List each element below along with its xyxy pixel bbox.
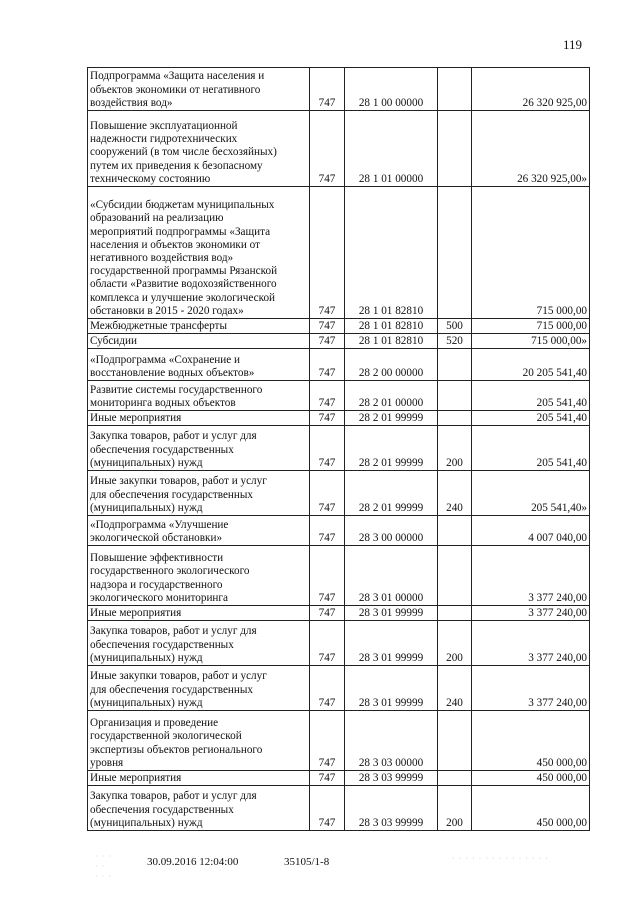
- table-row: [88, 187, 590, 319]
- row-amount: 450 000,00: [472, 771, 590, 786]
- row-expense-type: [438, 516, 472, 546]
- row-amount: 450 000,00: [472, 786, 590, 831]
- row-expense-type: [438, 111, 472, 187]
- faint-stamp-marks: · · · · · · · ·: [95, 852, 112, 881]
- row-department-code: 747: [310, 411, 345, 426]
- table-row: [88, 349, 590, 381]
- row-target-article: 28 2 01 99999: [345, 471, 438, 516]
- row-department-code: 747: [310, 516, 345, 546]
- row-amount: 3 377 240,00: [472, 621, 590, 666]
- row-department-code: 747: [310, 606, 345, 621]
- row-department-code: 747: [310, 334, 345, 349]
- row-name: Повышение эксплуатационной надежности гидротехнических сооружений (в том числе бесхозяйных) путем их приведения к безопасному техническому состоянию: [88, 111, 310, 187]
- page-number: 119: [563, 37, 583, 52]
- table-row: [88, 606, 590, 621]
- row-amount: 205 541,40: [472, 411, 590, 426]
- row-name: «Субсидии бюджетам муниципальных образований на реализацию мероприятий подпрограммы «Защита населения и объектов экономики от негативного воздействия вод» государственной программы Рязанской области «Развитие водохозяйственного комплекса и улучшение экологической обстановки в 2015 - 2020 годах»: [88, 187, 310, 319]
- row-name: Закупка товаров, работ и услуг для обеспечения государственных (муниципальных) нужд: [88, 621, 310, 666]
- table-row: [88, 334, 590, 349]
- row-department-code: 747: [310, 711, 345, 771]
- table-row: [88, 771, 590, 786]
- row-department-code: 747: [310, 381, 345, 411]
- row-name: Субсидии: [88, 334, 310, 349]
- row-amount: 450 000,00: [472, 711, 590, 771]
- table-row: [88, 516, 590, 546]
- row-target-article: 28 3 03 00000: [345, 711, 438, 771]
- row-target-article: 28 1 01 00000: [345, 111, 438, 187]
- row-name: Иные мероприятия: [88, 771, 310, 786]
- row-amount: 20 205 541,40: [472, 349, 590, 381]
- row-target-article: 28 3 01 99999: [345, 606, 438, 621]
- table-row: [88, 786, 590, 831]
- row-department-code: 747: [310, 68, 345, 111]
- row-amount: 205 541,40»: [472, 471, 590, 516]
- row-department-code: 747: [310, 771, 345, 786]
- row-name: Межбюджетные трансферты: [88, 319, 310, 334]
- row-target-article: 28 1 01 82810: [345, 187, 438, 319]
- row-department-code: 747: [310, 426, 345, 471]
- row-name: «Подпрограмма «Улучшение экологической обстановки»: [88, 516, 310, 546]
- row-expense-type: [438, 187, 472, 319]
- row-amount: 4 007 040,00: [472, 516, 590, 546]
- row-expense-type: [438, 606, 472, 621]
- row-expense-type: 200: [438, 426, 472, 471]
- table-row: [88, 471, 590, 516]
- row-expense-type: [438, 349, 472, 381]
- row-name: Закупка товаров, работ и услуг для обеспечения государственных (муниципальных) нужд: [88, 786, 310, 831]
- row-amount: 205 541,40: [472, 426, 590, 471]
- table-row: [88, 426, 590, 471]
- row-target-article: 28 2 01 00000: [345, 381, 438, 411]
- table-row: [88, 546, 590, 606]
- row-name: Развитие системы государственного мониторинга водных объектов: [88, 381, 310, 411]
- row-department-code: 747: [310, 786, 345, 831]
- row-name: Иные мероприятия: [88, 606, 310, 621]
- row-department-code: 747: [310, 111, 345, 187]
- row-target-article: 28 2 01 99999: [345, 411, 438, 426]
- table-row: [88, 68, 590, 111]
- row-amount: 205 541,40: [472, 381, 590, 411]
- row-amount: 3 377 240,00: [472, 666, 590, 711]
- row-name: Подпрограмма «Защита населения и объектов экономики от негативного воздействия вод»: [88, 68, 310, 111]
- row-amount: 3 377 240,00: [472, 606, 590, 621]
- row-amount: 3 377 240,00: [472, 546, 590, 606]
- row-expense-type: 500: [438, 319, 472, 334]
- row-department-code: 747: [310, 666, 345, 711]
- row-target-article: 28 3 01 99999: [345, 621, 438, 666]
- row-expense-type: 240: [438, 471, 472, 516]
- row-expense-type: [438, 771, 472, 786]
- row-expense-type: [438, 381, 472, 411]
- row-target-article: 28 3 03 99999: [345, 771, 438, 786]
- footer-datetime: 30.09.2016 12:04:00: [147, 856, 239, 868]
- row-department-code: 747: [310, 546, 345, 606]
- row-target-article: 28 2 00 00000: [345, 349, 438, 381]
- row-expense-type: [438, 546, 472, 606]
- table-row: [88, 381, 590, 411]
- row-target-article: 28 3 03 99999: [345, 786, 438, 831]
- row-department-code: 747: [310, 621, 345, 666]
- table-row: [88, 621, 590, 666]
- row-expense-type: 200: [438, 786, 472, 831]
- budget-table-body: [88, 68, 590, 831]
- row-department-code: 747: [310, 349, 345, 381]
- row-name: Иные закупки товаров, работ и услуг для обеспечения государственных (муниципальных) нужд: [88, 471, 310, 516]
- row-name: Иные мероприятия: [88, 411, 310, 426]
- row-name: «Подпрограмма «Сохранение и восстановление водных объектов»: [88, 349, 310, 381]
- row-target-article: 28 3 00 00000: [345, 516, 438, 546]
- row-department-code: 747: [310, 471, 345, 516]
- row-expense-type: [438, 68, 472, 111]
- row-amount: 26 320 925,00»: [472, 111, 590, 187]
- table-row: [88, 111, 590, 187]
- budget-table: [87, 67, 590, 831]
- row-amount: 715 000,00»: [472, 334, 590, 349]
- row-name: Организация и проведение государственной экологической экспертизы объектов регионального уровня: [88, 711, 310, 771]
- table-row: [88, 319, 590, 334]
- row-expense-type: 240: [438, 666, 472, 711]
- row-expense-type: [438, 411, 472, 426]
- table-row: [88, 666, 590, 711]
- row-amount: 715 000,00: [472, 187, 590, 319]
- row-expense-type: [438, 711, 472, 771]
- row-name: Иные закупки товаров, работ и услуг для обеспечения государственных (муниципальных) нужд: [88, 666, 310, 711]
- row-name: Повышение эффективности государственного экологического надзора и государственного экологического мониторинга: [88, 546, 310, 606]
- row-department-code: 747: [310, 319, 345, 334]
- row-expense-type: 520: [438, 334, 472, 349]
- row-target-article: 28 1 01 82810: [345, 334, 438, 349]
- row-name: Закупка товаров, работ и услуг для обеспечения государственных (муниципальных) нужд: [88, 426, 310, 471]
- row-amount: 715 000,00: [472, 319, 590, 334]
- table-row: [88, 711, 590, 771]
- faint-bleed-through-text: · · · · · · · · · · · · · · ·: [452, 854, 549, 863]
- row-target-article: 28 1 01 82810: [345, 319, 438, 334]
- row-target-article: 28 3 01 99999: [345, 666, 438, 711]
- row-target-article: 28 3 01 00000: [345, 546, 438, 606]
- row-department-code: 747: [310, 187, 345, 319]
- row-target-article: 28 2 01 99999: [345, 426, 438, 471]
- footer-document-number: 35105/1-8: [284, 856, 330, 868]
- table-row: [88, 411, 590, 426]
- row-expense-type: 200: [438, 621, 472, 666]
- row-amount: 26 320 925,00: [472, 68, 590, 111]
- row-target-article: 28 1 00 00000: [345, 68, 438, 111]
